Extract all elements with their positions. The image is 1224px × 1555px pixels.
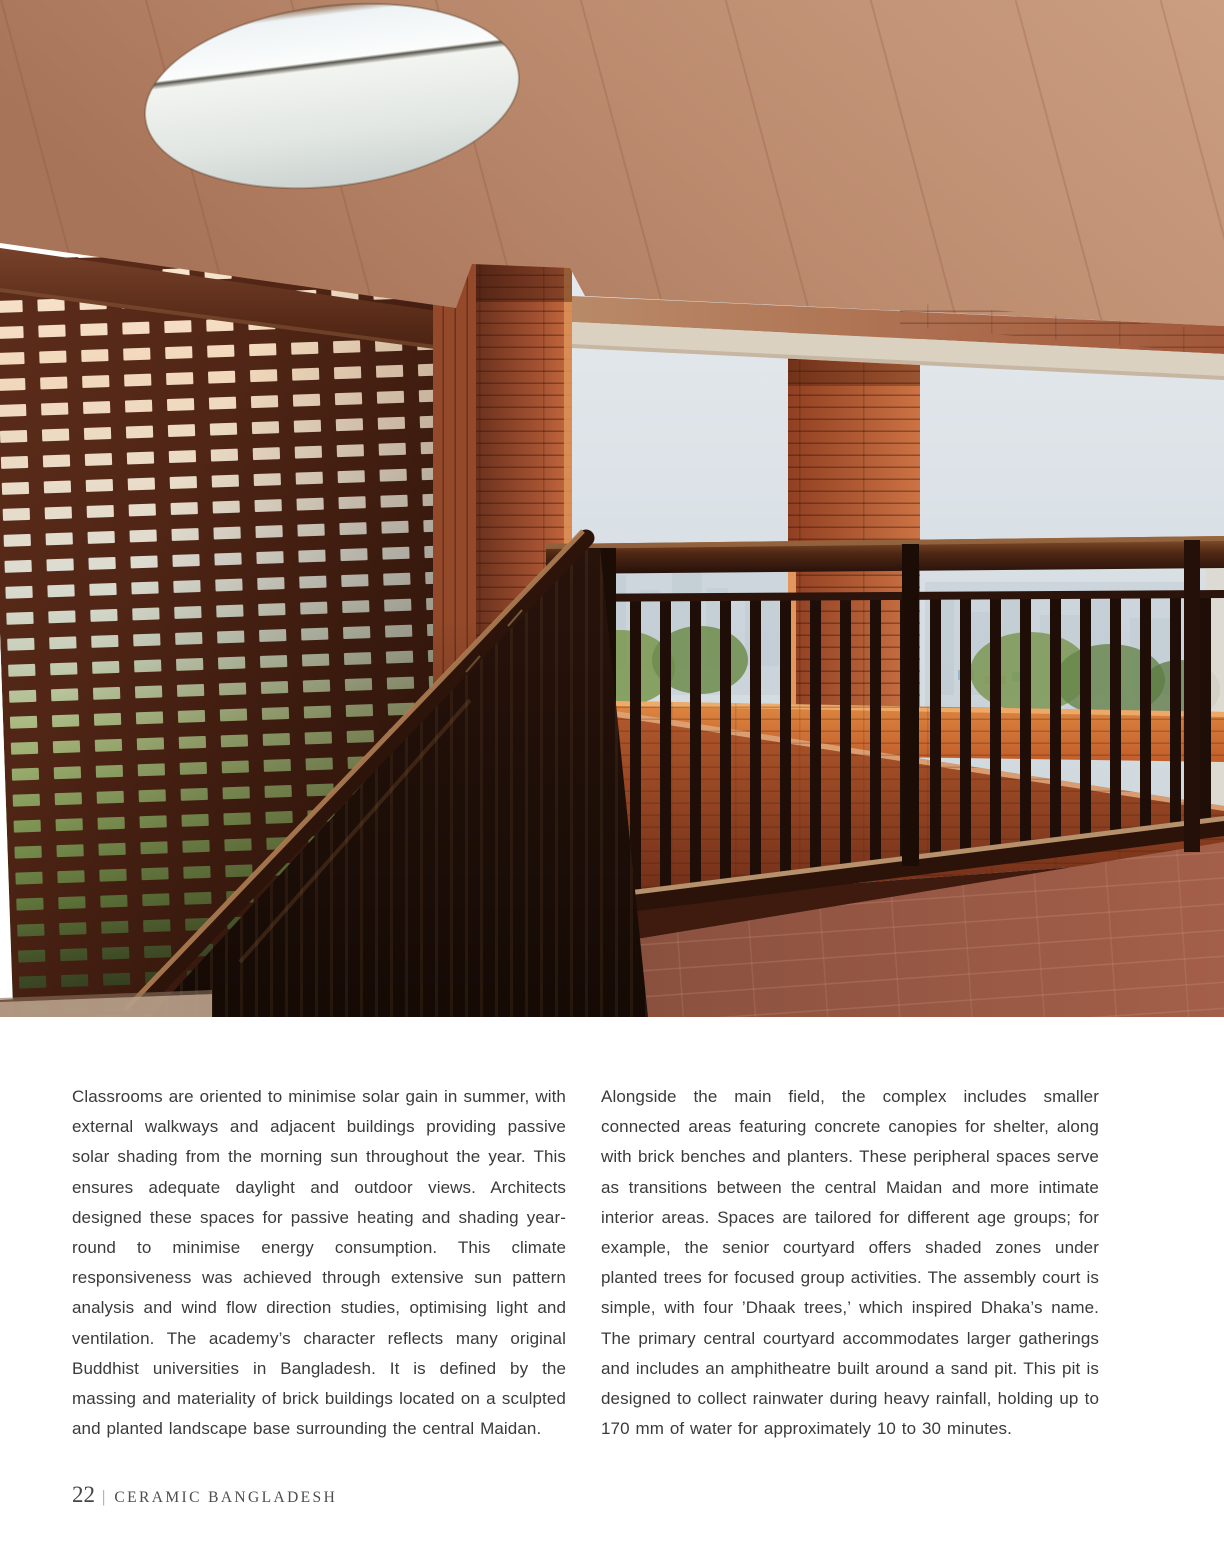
page-number: 22 <box>72 1482 95 1507</box>
page-footer <box>72 1482 337 1508</box>
publication-name: CERAMIC BANGLADESH <box>114 1489 338 1506</box>
railing-post <box>902 544 919 866</box>
article-column-right <box>601 1082 1099 1444</box>
footer-divider: | <box>102 1487 106 1506</box>
paragraph: Alongside the main field, the complex includes smaller connected areas featuring concrete canopies for shelter, along with brick benches and planters. These peripheral spaces serve as transitions between the central Maidan and more intimate interior areas. Spaces are tailored for different age groups; for example, the senior courtyard offers shaded zones under planted trees for focused group activities. The assembly court is simple, with four ’Dhaak trees,’ which inspired Dhaka’s name. The primary central courtyard accommodates larger gatherings and includes an amphitheatre built around a sand pit. This pit is designed to collect rainwater during heavy rainfall, holding up to 170 mm of water for approximately 10 to 30 minutes. <box>601 1087 1099 1439</box>
paragraph: Classrooms are oriented to minimise solar gain in summer, with external walkways and adjacent buildings providing passive solar shading from the morning sun throughout the year. This ensures adequate daylight and outdoor views. Architects designed these spaces for passive heating and shading year-round to minimise energy consumption. This climate responsiveness was achieved through extensive sun pattern analysis and wind flow direction studies, optimising light and ventilation. The academy’s character reflects many original Buddhist universities in Bangladesh. It is defined by the massing and materiality of brick buildings located on a sculpted and planted landscape base surrounding the central Maidan. <box>72 1087 566 1439</box>
article-column-left <box>72 1082 566 1444</box>
railing-post <box>1184 540 1200 852</box>
